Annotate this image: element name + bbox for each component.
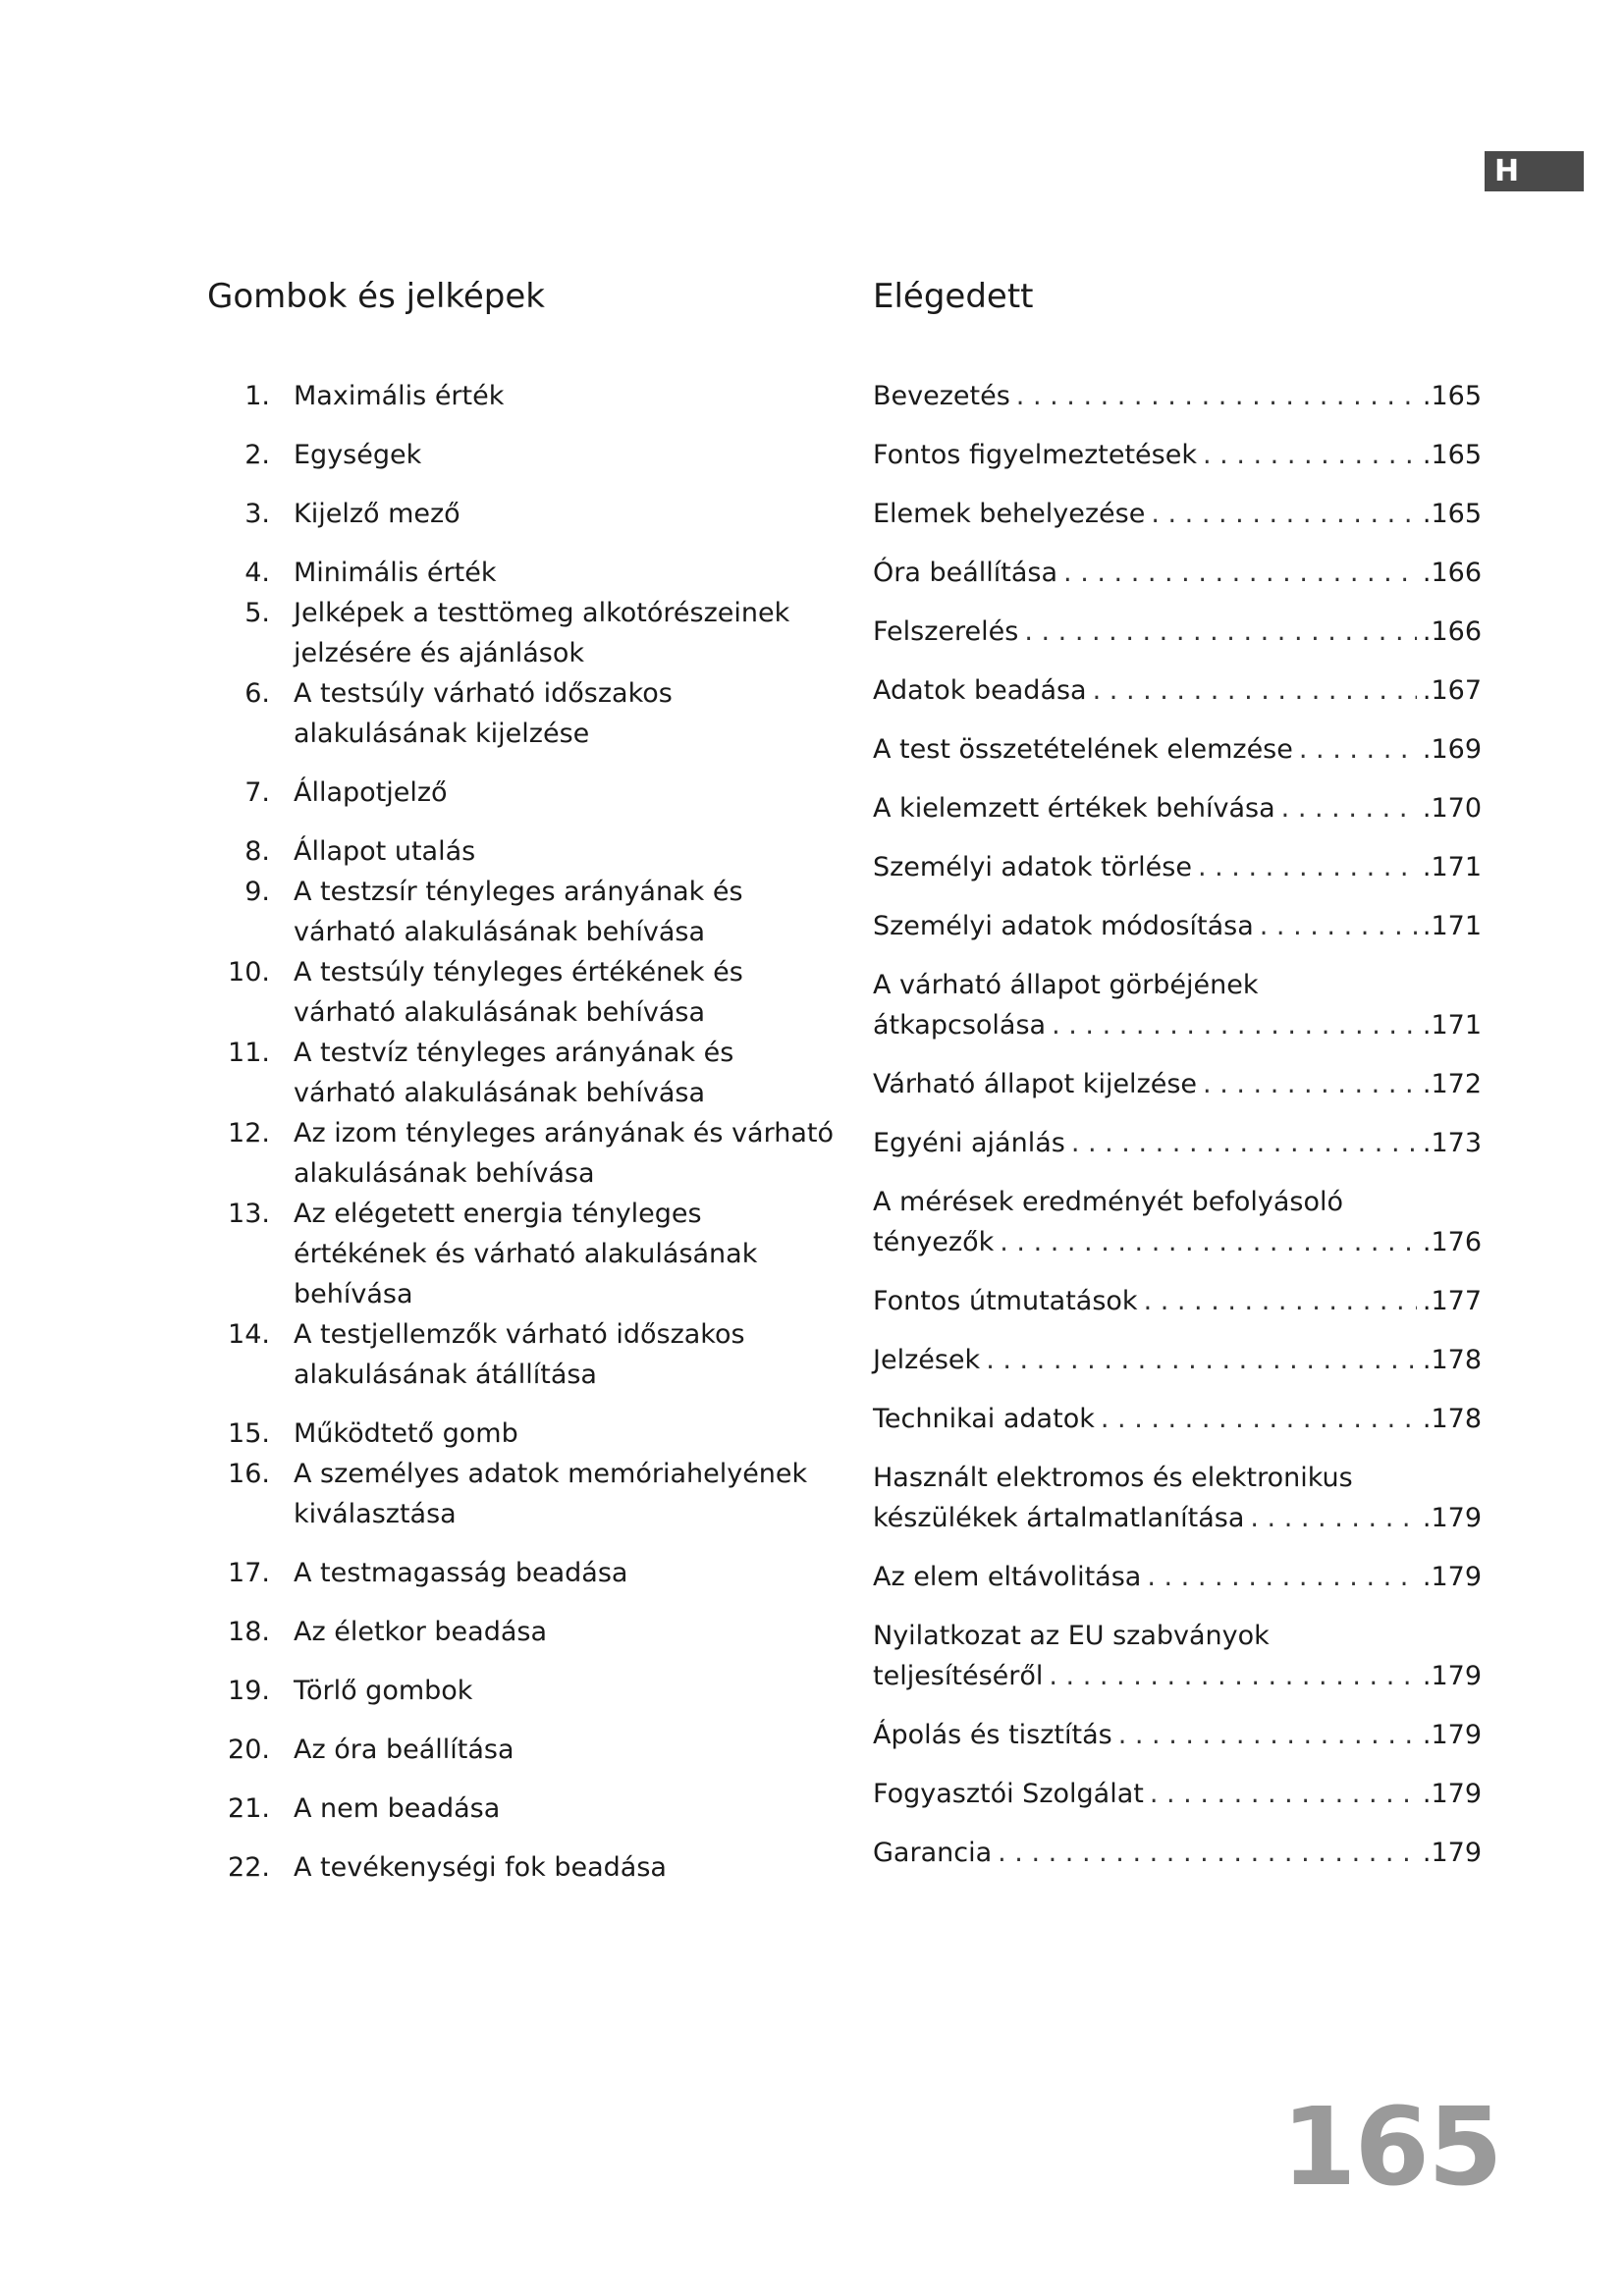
toc-entry[interactable]: Bevezetés . . . .165: [873, 376, 1482, 416]
list-item: 10. A testsúly tényleges értékének és várható alakulásának behívása: [228, 957, 743, 1028]
list-item: 20. Az óra beállítása: [228, 1735, 514, 1765]
list-item: 16. A személyes adatok memóriahelyének kiválasztása: [228, 1459, 808, 1529]
toc-entry[interactable]: Technikai adatok . . . .178: [873, 1399, 1482, 1439]
list-item: 18. Az életkor beadása: [228, 1617, 548, 1647]
list-item: 8. Állapot utalás: [244, 836, 476, 867]
buttons-symbols-heading: Gombok és jelképek: [207, 277, 545, 316]
toc-entry[interactable]: A kielemzett értékek behívása . . . .170: [873, 788, 1482, 828]
toc-entry[interactable]: Személyi adatok módosítása . . . .171: [873, 906, 1482, 946]
list-item: 9. A testzsír tényleges arányának és várható alakulásának behívása: [244, 877, 743, 947]
buttons-symbols-list: [201, 376, 839, 1888]
toc-entry[interactable]: A várható állapot görbéjének átkapcsolása . . . .171: [873, 965, 1482, 1045]
list-item: 17. A testmagasság beadása: [228, 1558, 628, 1588]
toc-entry[interactable]: Fogyasztói Szolgálat . . . .179: [873, 1774, 1482, 1814]
toc-entry[interactable]: Óra beállítása . . . .166: [873, 553, 1482, 593]
list-item: 5. Jelképek a testtömeg alkotórészeinek jelzésére és ajánlások: [244, 598, 790, 668]
list-item: 7. Állapotjelző: [244, 777, 448, 808]
language-tab: H: [1485, 151, 1584, 191]
list-item: 2. Egységek: [244, 440, 422, 470]
list-item: 12. Az izom tényleges arányának és várható alakulásának behívása: [228, 1118, 834, 1189]
toc-entry[interactable]: A test összetételének elemzése . . . .169: [873, 729, 1482, 770]
list-item: 19. Törlő gombok: [228, 1676, 473, 1706]
toc-entry[interactable]: Személyi adatok törlése . . . .171: [873, 847, 1482, 887]
toc-entry[interactable]: A mérések eredményét befolyásoló tényezők . . . .176: [873, 1182, 1482, 1262]
toc-entry[interactable]: Adatok beadása . . . .167: [873, 670, 1482, 711]
list-item: 13. Az elégetett energia tényleges értékének és várható alakulásának behívása: [228, 1199, 758, 1309]
toc-entry[interactable]: Jelzések . . . .178: [873, 1340, 1482, 1380]
toc-entry[interactable]: Nyilatkozat az EU szabványok teljesítéséről . . . .179: [873, 1616, 1482, 1696]
toc-entry[interactable]: Várható állapot kijelzése . . . .172: [873, 1064, 1482, 1104]
toc-entry[interactable]: Fontos útmutatások . . . .177: [873, 1281, 1482, 1321]
toc-entry[interactable]: Elemek behelyezése . . . .165: [873, 494, 1482, 534]
toc-entry[interactable]: Egyéni ajánlás . . . .173: [873, 1123, 1482, 1163]
list-item: 22. A tevékenységi fok beadása: [228, 1852, 667, 1883]
toc-entry[interactable]: Felszerelés . . . .166: [873, 612, 1482, 652]
toc-entry[interactable]: Garancia . . . .179: [873, 1833, 1482, 1873]
contents-heading: Elégedett: [873, 277, 1034, 316]
list-item: 11. A testvíz tényleges arányának és várható alakulásának behívása: [228, 1038, 734, 1108]
list-item: 4. Minimális érték: [244, 558, 497, 588]
list-item: 6. A testsúly várható időszakos alakulásának kijelzése: [244, 678, 673, 749]
page-number: 165: [1281, 2084, 1501, 2210]
list-item: 15. Működtető gomb: [228, 1418, 518, 1449]
toc-entry[interactable]: Ápolás és tisztítás . . . .179: [873, 1715, 1482, 1755]
list-item: 1. Maximális érték: [244, 381, 505, 411]
list-item: 3. Kijelző mező: [244, 499, 460, 529]
toc-entry[interactable]: Az elem eltávolitása . . . .179: [873, 1557, 1482, 1597]
table-of-contents: [873, 376, 1482, 1892]
list-item: 14. A testjellemzők várható időszakos alakulásának átállítása: [228, 1319, 745, 1390]
toc-entry[interactable]: Fontos figyelmeztetések . . . .165: [873, 435, 1482, 475]
list-item: 21. A nem beadása: [228, 1793, 501, 1824]
toc-entry[interactable]: Használt elektromos és elektronikus készülékek ártalmatlanítása . . . .179: [873, 1458, 1482, 1538]
